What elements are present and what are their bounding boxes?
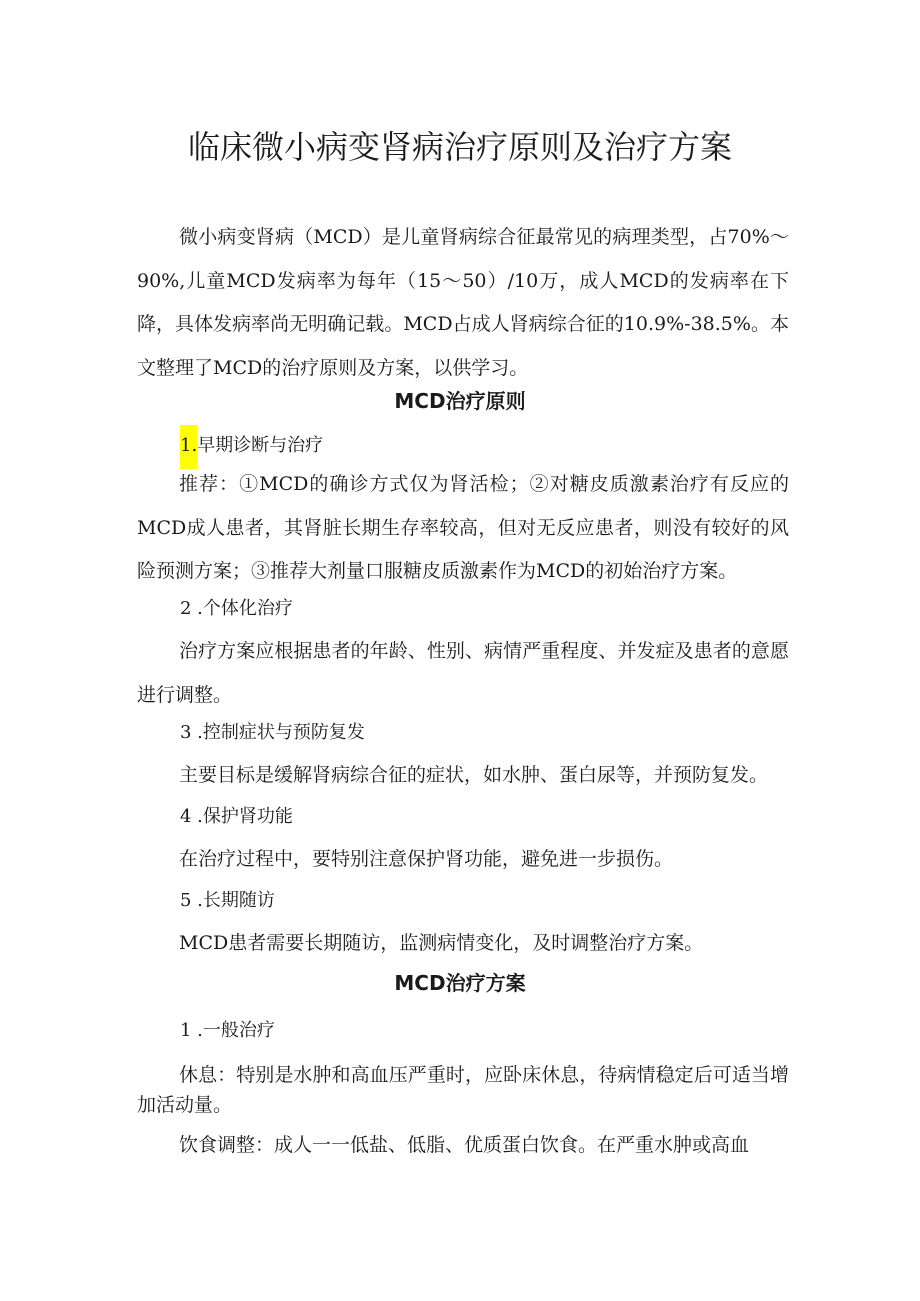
principle-item-5-title [180,886,275,916]
principles-heading: MCD治疗原则 [394,389,526,413]
principle-item-4-label: 保护肾功能 [202,806,293,827]
plan-item-1-title [180,1016,275,1046]
principle-item-3-number: 3 . [180,722,203,743]
principle-item-5-label: 长期随访 [202,890,275,911]
principle-item-2-title [180,594,293,624]
principle-item-1-body: 推荐：①MCD的确诊方式仅为肾活检；②对糖皮质激素治疗有反应的MCD成人患者，其肾脏长期生存率较高，但对无反应患者，则没有较好的风险预测方案；③推荐大剂量口服糖皮质激素作为MCD的初始治疗方案。 [137,473,789,582]
intro-paragraph: 微小病变肾病（MCD）是儿童肾病综合征最常见的病理类型，占70%～90%,儿童MCD发病率为每年（15～50）/10万，成人MCD的发病率在下降，具体发病率尚无明确记载。MCD占成人肾病综合征的10.9%-38.5%。本文整理了MCD的治疗原则及方案，以供学习。 [137,226,789,379]
principle-item-4-number: 4 . [180,806,203,827]
plan-item-1-diet: 饮食调整：成人一一低盐、低脂、优质蛋白饮食。在严重水肿或高血 [179,1134,750,1156]
principle-item-3-body: 主要目标是缓解肾病综合征的症状，如水肿、蛋白尿等，并预防复发。 [179,764,769,786]
principle-item-3-label: 控制症状与预防复发 [202,722,365,743]
document-title: 临床微小病变肾病治疗原则及治疗方案 [187,128,732,166]
principle-item-3-title [180,718,365,748]
principle-item-4-title [180,802,293,832]
principle-item-5-number: 5 . [180,890,203,911]
plan-item-1-label: 一般治疗 [202,1020,275,1041]
principle-item-4-body: 在治疗过程中，要特别注意保护肾功能，避免进一步损伤。 [179,848,674,870]
principle-item-2-body: 治疗方案应根据患者的年龄、性别、病情严重程度、并发症及患者的意愿进行调整。 [137,640,789,706]
principle-item-5-body: MCD患者需要长期随访，监测病情变化，及时调整治疗方案。 [179,932,704,954]
principle-item-2-label: 个体化治疗 [202,598,293,619]
plans-heading: MCD治疗方案 [394,971,526,995]
principle-item-2-number: 2 . [180,598,203,619]
principle-item-1-number: 1. [180,425,197,469]
principle-item-1-label: 早期诊断与治疗 [197,435,324,456]
plan-item-1-number: 1 . [180,1020,203,1041]
plan-item-1-rest: 休息：特别是水肿和高血压严重时，应卧床休息，待病情稳定后可适当增加活动量。 [137,1064,789,1116]
